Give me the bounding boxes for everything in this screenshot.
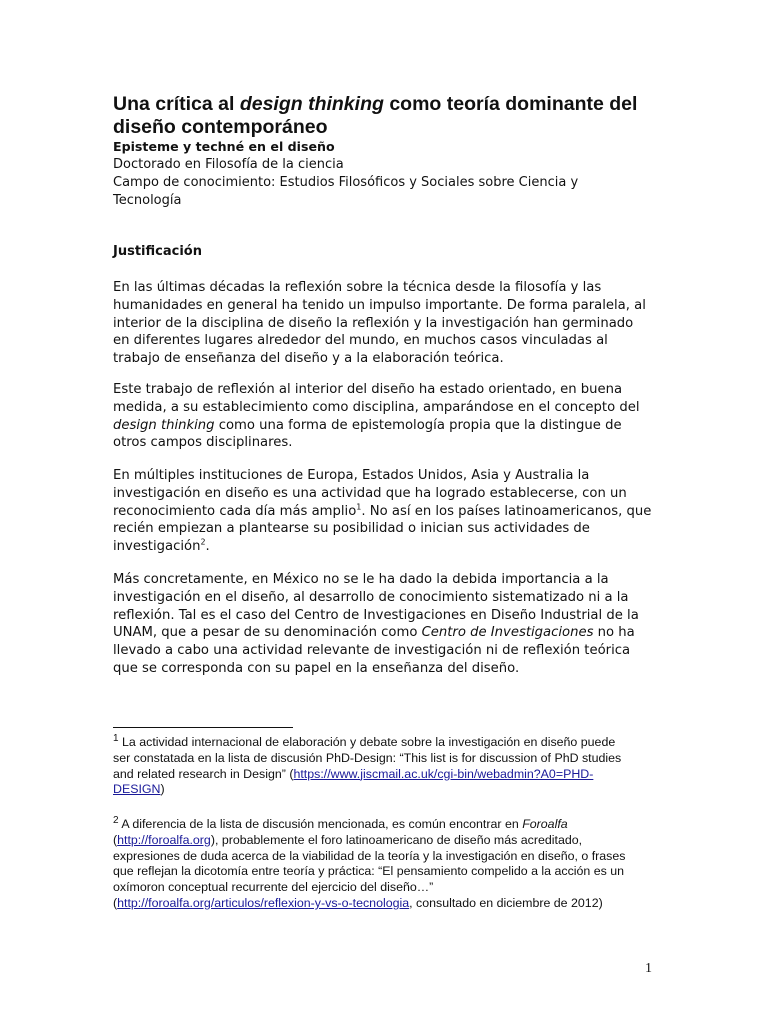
document-subtitle: Episteme y techné en el diseño <box>113 139 335 154</box>
paragraph-3 <box>113 467 653 556</box>
footnote-2-link-foroalfa[interactable]: http://foroalfa.org <box>117 832 211 847</box>
footnote-2-text-c: ), probablemente el foro latinoamericano de diseño más acreditado, expresiones de duda acerca de la viabilidad de la teoría y la investigación en diseño, o frases que reflejan la dicotomía entre teoría y práctica: “El pensamiento compelido a la acción es un oxímoron conceptual recurrente del ejercicio del diseño…” ( <box>113 832 626 910</box>
p2-italic: design thinking <box>113 417 215 433</box>
footnote-1 <box>113 732 628 798</box>
footnote-2-italic: Foroalfa <box>522 817 568 831</box>
paragraph-2 <box>113 381 653 452</box>
p4-text-a: Más concretamente, en México no se le ha dado la debida importancia a la investigación en el diseño, al desarrollo de conocimiento sistematizado ni a la reflexión. Tal es el caso del Centro de Investigaciones en Diseño Industrial de la UNAM, que a pesar de su denominación como <box>113 572 639 641</box>
document-title <box>113 93 673 139</box>
p4-text-b: no ha llevado a cabo una actividad relevante de investigación ni de reflexión teórica que se corresponda con su papel en la enseñanza del diseño. <box>113 625 635 676</box>
paragraph-1: En las últimas décadas la reflexión sobre la técnica desde la filosofía y las humanidades en general ha tenido un impulso importante. De forma paralela, al interior de la disciplina de diseño la reflexión y la investigación han germinado en diferentes lugares alrededor del mundo, en muchos casos vinculadas al trabajo de enseñanza del diseño y a la elaboración teórica. <box>113 280 646 367</box>
footnote-1-text: La actividad internacional de elaboración y debate sobre la investigación en diseño puede ser constatada en la lista de discusión PhD-Design: “This list is for discussion of PhD studies and related research in Design” ( <box>113 735 622 781</box>
section-heading: Justificación <box>113 244 202 259</box>
program-line: Doctorado en Filosofía de la ciencia <box>113 157 344 172</box>
p4-italic: Centro de Investigaciones <box>421 625 594 641</box>
footnote-1-number: 1 <box>113 732 119 744</box>
footnote-divider <box>113 727 293 728</box>
paragraph-4 <box>113 571 653 678</box>
footnote-ref-2[interactable]: 2 <box>200 537 206 547</box>
page-number: 1 <box>645 961 652 976</box>
footnote-2-text-a: A diferencia de la lista de discusión mencionada, es común encontrar en <box>118 817 523 831</box>
footnote-2-number: 2 <box>113 814 119 826</box>
p2-text-a: Este trabajo de reflexión al interior del diseño ha estado orientado, en buena medida, a su establecimiento como disciplina, amparándose en el concepto del <box>113 382 640 415</box>
footnote-1-end: ) <box>160 782 165 797</box>
p3-text-c: . <box>205 539 210 555</box>
footnote-2-text-d: , consultado en diciembre de 2012) <box>409 895 603 910</box>
footnote-2 <box>113 814 628 912</box>
field-line: Campo de conocimiento: Estudios Filosóficos y Sociales sobre Ciencia y Tecnología <box>113 175 579 208</box>
title-italic: design thinking <box>239 93 384 115</box>
footnote-2-link-article[interactable]: http://foroalfa.org/articulos/reflexion-y-vs-o-tecnologia <box>117 895 410 910</box>
p3-text-b: . No así en los países latinoamericanos, que recién empiezan a plantearse su posibilidad o inician sus actividades de investigación <box>113 503 652 555</box>
p3-text-a: En múltiples instituciones de Europa, Estados Unidos, Asia y Australia la investigación en diseño es una actividad que ha logrado establecerse, con un reconocimiento cada día más amplio <box>113 468 627 519</box>
title-part-1: Una crítica al <box>113 93 240 115</box>
p2-text-b: como una forma de epistemología propia que la distingue de otros campos disciplinares. <box>113 417 622 451</box>
footnote-1-link[interactable]: https://www.jiscmail.ac.uk/cgi-bin/webadmin?A0=PHD-DESIGN <box>113 766 594 797</box>
title-part-2: como teoría dominante del diseño contemporáneo <box>113 93 638 138</box>
document-meta <box>113 156 643 210</box>
footnote-2-text-b: ( <box>113 832 118 847</box>
footnote-ref-1[interactable]: 1 <box>356 502 362 512</box>
